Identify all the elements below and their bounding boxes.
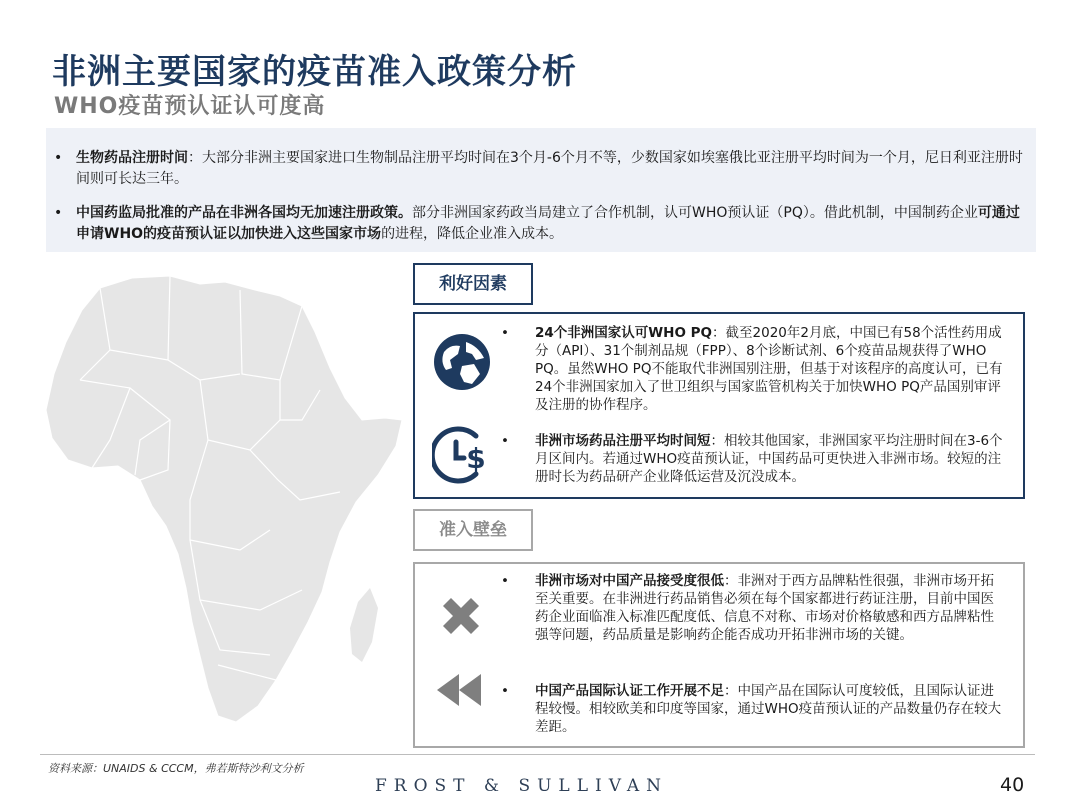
page-subtitle: WHO疫苗预认证认可度高 <box>54 94 326 119</box>
pros-point-text: ：相较其他国家，非洲国家平均注册时间在3-6个月区间内。若通过WHO疫苗预认证，中国药品可更快进入非洲市场。较短的注册时长为药品研产企业降低运营及沉没成本。 <box>535 433 1003 485</box>
cons-label: 准入壁垒 <box>413 509 533 551</box>
bullet: • <box>54 205 63 221</box>
source-note: 资料来源：UNAIDS & CCCM，弗若斯特沙利文分析 <box>48 762 304 775</box>
pros-point <box>501 432 1005 486</box>
company-logo: FROST & SULLIVAN <box>375 776 668 796</box>
summary-item <box>54 203 1026 245</box>
pros-point-heading: 非洲市场药品注册平均时间短 <box>535 433 711 449</box>
cons-point-heading: 非洲市场对中国产品接受度很低 <box>535 573 724 589</box>
x-mark-icon <box>437 592 485 640</box>
pros-point-heading: 24个非洲国家认可WHO PQ <box>535 325 713 341</box>
globe-icon <box>432 332 492 392</box>
summary-item-text: 部分非洲国家药政当局建立了合作机制，认可WHO预认证（PQ）。借此机制，中国制药企业 <box>412 205 978 221</box>
summary-item <box>54 148 1026 190</box>
summary-item-heading: 中国药监局批准的产品在非洲各国均无加速注册政策。 <box>76 205 412 221</box>
africa-map-shape <box>46 276 402 722</box>
rewind-icon <box>435 670 483 710</box>
cons-point-text: ：非洲对于西方品牌粘性很强，非洲市场开拓至关重要。在非洲进行药品销售必须在每个国家都进行药证注册，目前中国医药企业面临准入标准匹配度低、信息不对称、市场对价格敏感和西方品牌粘性强等问题，药品质量是影响药企能否成功开拓非洲市场的关键。 <box>535 573 994 643</box>
pros-point-text: ：截至2020年2月底，中国已有58个活性药用成分（API）、31个制剂品规（FPP）、8个诊断试剂、6个疫苗品规获得了WHO PQ。虽然WHO PQ不能取代非洲国别注册，但基于对该程序的高度认可，已有24个非洲国家加入了世卫组织与国家监管机构关于加快WHO PQ产品国别审评及注册的协作程序。 <box>535 325 1003 413</box>
africa-map <box>40 270 410 750</box>
bullet: • <box>501 325 509 341</box>
bullet: • <box>501 573 509 589</box>
bullet: • <box>501 683 509 699</box>
bullet: • <box>54 150 63 166</box>
pros-panel <box>413 312 1025 499</box>
svg-text:$: $ <box>466 442 486 475</box>
summary-box <box>46 128 1036 252</box>
cons-panel <box>413 562 1025 748</box>
cons-point <box>501 682 1005 736</box>
bullet: • <box>501 433 509 449</box>
summary-item-emphasis: 可通过申请WHO的疫苗预认证以加快进入这些国家市场 <box>76 205 1020 242</box>
cons-point-text: ：中国产品在国际认可度较低，且国际认证进程较慢。相较欧美和印度等国家，通过WHO疫苗预认证的产品数量仍存在较大差距。 <box>535 683 1002 735</box>
madagascar-shape <box>350 588 378 662</box>
cons-point-heading: 中国产品国际认证工作开展不足 <box>535 683 724 699</box>
clock-dollar-icon <box>432 424 494 486</box>
page-number: 40 <box>1000 774 1025 796</box>
summary-item-text-end: 的进程，降低企业准入成本。 <box>381 226 564 242</box>
footer-divider <box>40 754 1035 755</box>
cons-point <box>501 572 1005 644</box>
summary-item-text: ：大部分非洲主要国家进口生物制品注册平均时间在3个月-6个月不等，少数国家如埃塞俄比亚注册平均时间为一个月，尼日利亚注册时间则可长达三年。 <box>76 150 1023 187</box>
summary-item-heading: 生物药品注册时间 <box>76 150 188 166</box>
page-title: 非洲主要国家的疫苗准入政策分析 <box>52 52 577 92</box>
pros-label: 利好因素 <box>413 263 533 305</box>
pros-point <box>501 324 1005 414</box>
